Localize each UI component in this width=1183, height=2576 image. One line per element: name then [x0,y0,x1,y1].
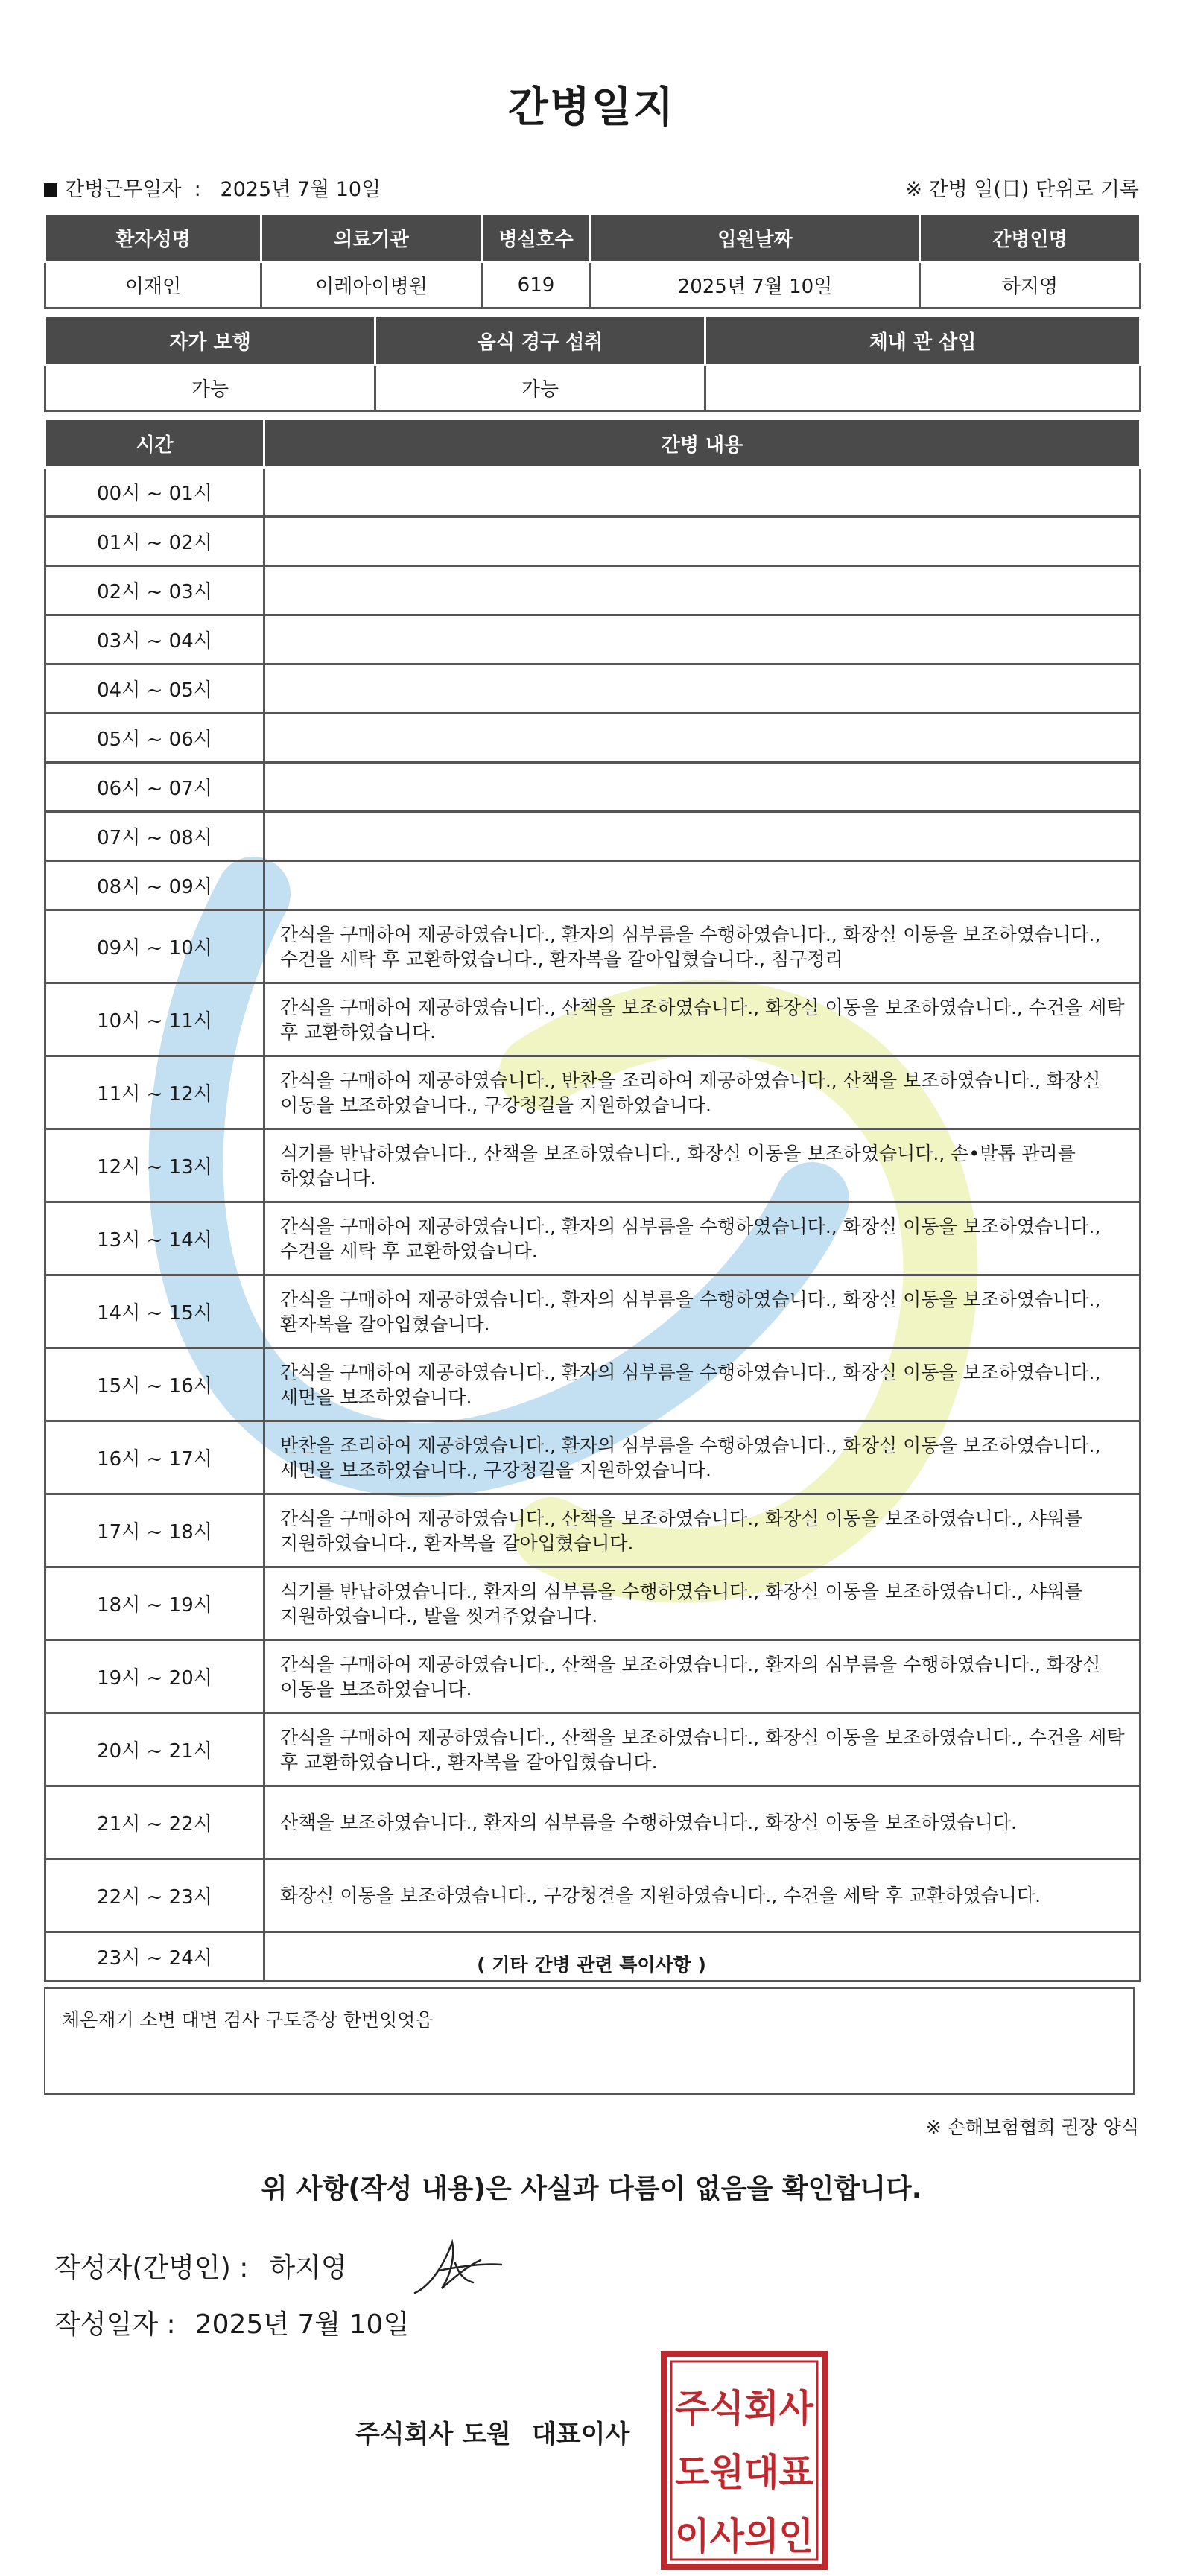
header-admission-date: 입원날짜 [591,214,920,262]
room-number-value: 619 [482,262,591,308]
patient-name-value: 이재인 [45,262,261,308]
care-log-row [45,468,1141,517]
care-log-row [45,1348,1141,1421]
care-log-row [45,1129,1141,1202]
care-log-row [45,615,1141,664]
care-log-row [45,861,1141,910]
care-log-content: 간식을 구매하여 제공하였습니다., 환자의 심부름을 수행하였습니다., 화장실 이동을 보조하였습니다., 수건을 세탁 후 교환하였습니다. [264,1202,1141,1275]
care-log-content: 산책을 보조하였습니다., 환자의 심부름을 수행하였습니다., 화장실 이동을 보조하였습니다. [264,1786,1141,1859]
care-log-header-row [45,419,1141,468]
care-log-row [45,1567,1141,1640]
care-log-time: 19시 ~ 20시 [45,1640,264,1713]
care-log-time: 06시 ~ 07시 [45,763,264,812]
header-time: 시간 [45,419,264,468]
care-log-content: 식기를 반납하였습니다., 환자의 심부름을 수행하였습니다., 화장실 이동을 보조하였습니다., 샤워를 지원하였습니다., 발을 씻겨주었습니다. [264,1567,1141,1640]
admission-date-value: 2025년 7월 10일 [591,262,920,308]
patient-status-header-row [45,317,1141,365]
care-log-time: 22시 ~ 23시 [45,1859,264,1932]
company-line [355,2414,629,2450]
patient-info-value-row [45,262,1141,308]
care-log-row [45,1421,1141,1494]
caregiver-name-value: 하지영 [920,262,1141,308]
care-log-row [45,1786,1141,1859]
care-log-time: 08시 ~ 09시 [45,861,264,910]
care-log-time: 11시 ~ 12시 [45,1056,264,1129]
care-log-time: 09시 ~ 10시 [45,910,264,983]
header-caregiver-name: 간병인명 [920,214,1141,262]
header-patient-name: 환자성명 [45,214,261,262]
company-name: 주식회사 도원 [355,2420,511,2449]
care-log-row [45,566,1141,615]
header-self-walking: 자가 보행 [45,317,375,365]
care-log-time: 04시 ~ 05시 [45,664,264,714]
notes-box: 체온재기 소변 대변 검사 구토증상 한번잇엇음 [44,1987,1135,2095]
care-log-time: 21시 ~ 22시 [45,1786,264,1859]
self-walking-value: 가능 [45,365,375,411]
care-log-row [45,763,1141,812]
care-log-content: 간식을 구매하여 제공하였습니다., 산책을 보조하였습니다., 화장실 이동을 보조하였습니다., 수건을 세탁 후 교환하였습니다. [264,983,1141,1056]
work-date-label: 간병근무일자 [65,178,182,201]
hospital-value: 이레아이병원 [261,262,482,308]
oral-intake-value: 가능 [375,365,705,411]
patient-status-value-row [45,365,1141,411]
header-hospital: 의료기관 [261,214,482,262]
page-title: 간병일지 [507,83,676,132]
care-log-row [45,1713,1141,1786]
notes-title: ( 기타 간병 관련 특이사항 ) [477,1954,706,1976]
care-log-time: 12시 ~ 13시 [45,1129,264,1202]
care-log-content [264,664,1141,714]
header-oral-intake: 음식 경구 섭취 [375,317,705,365]
care-log-time: 14시 ~ 15시 [45,1275,264,1348]
write-date-line [54,2303,409,2341]
care-log-content [264,615,1141,664]
care-log-row [45,1202,1141,1275]
care-log-content [264,714,1141,763]
care-log-content [264,566,1141,615]
care-log-time: 23시 ~ 24시 [45,1932,264,1982]
care-log-time: 05시 ~ 06시 [45,714,264,763]
care-log-row [45,910,1141,983]
care-log-content: 반찬을 조리하여 제공하였습니다., 환자의 심부름을 수행하였습니다., 화장실 이동을 보조하였습니다., 세면을 보조하였습니다., 구강청결을 지원하였습니다. [264,1421,1141,1494]
care-log-time: 10시 ~ 11시 [45,983,264,1056]
care-log-content: 간식을 구매하여 제공하였습니다., 반찬을 조리하여 제공하였습니다., 산책을 보조하였습니다., 화장실 이동을 보조하였습니다., 구강청결을 지원하였습니다. [264,1056,1141,1129]
care-log-content: 간식을 구매하여 제공하였습니다., 산책을 보조하였습니다., 화장실 이동을 보조하였습니다., 샤워를 지원하였습니다., 환자복을 갈아입혔습니다. [264,1494,1141,1567]
care-log-content: 화장실 이동을 보조하였습니다., 구강청결을 지원하였습니다., 수건을 세탁 후 교환하였습니다. [264,1859,1141,1932]
care-log-content: 간식을 구매하여 제공하였습니다., 산책을 보조하였습니다., 환자의 심부름을 수행하였습니다., 화장실 이동을 보조하였습니다. [264,1640,1141,1713]
company-representative: 대표이사 [531,2420,630,2449]
care-log-row [45,1859,1141,1932]
signature-mark [409,2233,506,2300]
care-log-row [45,1275,1141,1348]
care-log-content: 간식을 구매하여 제공하였습니다., 환자의 심부름을 수행하였습니다., 화장실 이동을 보조하였습니다., 세면을 보조하였습니다. [264,1348,1141,1421]
care-log-content: 식기를 반납하였습니다., 산책을 보조하였습니다., 화장실 이동을 보조하였습니다., 손•발톱 관리를 하였습니다. [264,1129,1141,1202]
care-log-body [45,468,1141,1982]
care-log-time: 20시 ~ 21시 [45,1713,264,1786]
writer-name: 하지영 [269,2253,347,2283]
writer-line [54,2247,347,2285]
writer-label: 작성자(간병인) : [54,2253,249,2283]
care-log-row [45,1640,1141,1713]
source-note: ※ 손해보험협회 권장 양식 [925,2116,1139,2138]
care-log-content: 간식을 구매하여 제공하였습니다., 산책을 보조하였습니다., 화장실 이동을 보조하였습니다., 수건을 세탁 후 교환하였습니다., 환자복을 갈아입혔습니다. [264,1713,1141,1786]
care-log-time: 01시 ~ 02시 [45,517,264,566]
seal-line-1: 주식회사 [675,2387,814,2430]
care-log-content [264,812,1141,861]
care-log-content [264,861,1141,910]
care-log-row [45,983,1141,1056]
header-tube-insertion: 체내 관 삽입 [705,317,1141,365]
header-room-number: 병실호수 [482,214,591,262]
care-log-time: 13시 ~ 14시 [45,1202,264,1275]
patient-status-table [44,315,1141,412]
care-log-content [264,763,1141,812]
care-log-time: 17시 ~ 18시 [45,1494,264,1567]
care-log-time: 18시 ~ 19시 [45,1567,264,1640]
care-log-row [45,812,1141,861]
care-log-time: 15시 ~ 16시 [45,1348,264,1421]
care-log-row [45,1056,1141,1129]
care-log-row [45,664,1141,714]
seal-line-2: 도원대표 [675,2451,814,2494]
patient-info-header-row [45,214,1141,262]
unit-note: ※ 간병 일(日) 단위로 기록 [905,178,1139,201]
write-date-label: 작성일자 : [54,2309,176,2340]
care-log-time: 02시 ~ 03시 [45,566,264,615]
header-care-content: 간병 내용 [264,419,1141,468]
care-log-row [45,714,1141,763]
patient-info-table [44,212,1141,309]
care-log-time: 16시 ~ 17시 [45,1421,264,1494]
write-date-value: 2025년 7월 10일 [194,2309,410,2340]
care-log-content [264,517,1141,566]
work-date-value: 2025년 7월 10일 [220,178,381,201]
care-log-time: 03시 ~ 04시 [45,615,264,664]
care-log-row [45,1494,1141,1567]
care-log-content: 간식을 구매하여 제공하였습니다., 환자의 심부름을 수행하였습니다., 화장실 이동을 보조하였습니다., 환자복을 갈아입혔습니다. [264,1275,1141,1348]
work-date: 간병근무일자 : 2025년 7월 10일 [44,173,381,202]
care-log-content [264,468,1141,517]
meta-row [44,173,1139,203]
care-log-time: 00시 ~ 01시 [45,468,264,517]
tube-insertion-value [705,365,1141,411]
square-bullet-icon [44,183,57,197]
company-seal-stamp [659,2350,829,2572]
care-log-row [45,517,1141,566]
care-log-content: 간식을 구매하여 제공하였습니다., 환자의 심부름을 수행하였습니다., 화장실 이동을 보조하였습니다., 수건을 세탁 후 교환하였습니다., 환자복을 갈아입혔습니다., 침구정리 [264,910,1141,983]
confirm-statement: 위 사항(작성 내용)은 사실과 다름이 없음을 확인합니다. [261,2174,922,2204]
seal-line-3: 이사의인 [675,2515,813,2558]
care-log-time: 07시 ~ 08시 [45,812,264,861]
care-log-table [44,418,1141,1982]
